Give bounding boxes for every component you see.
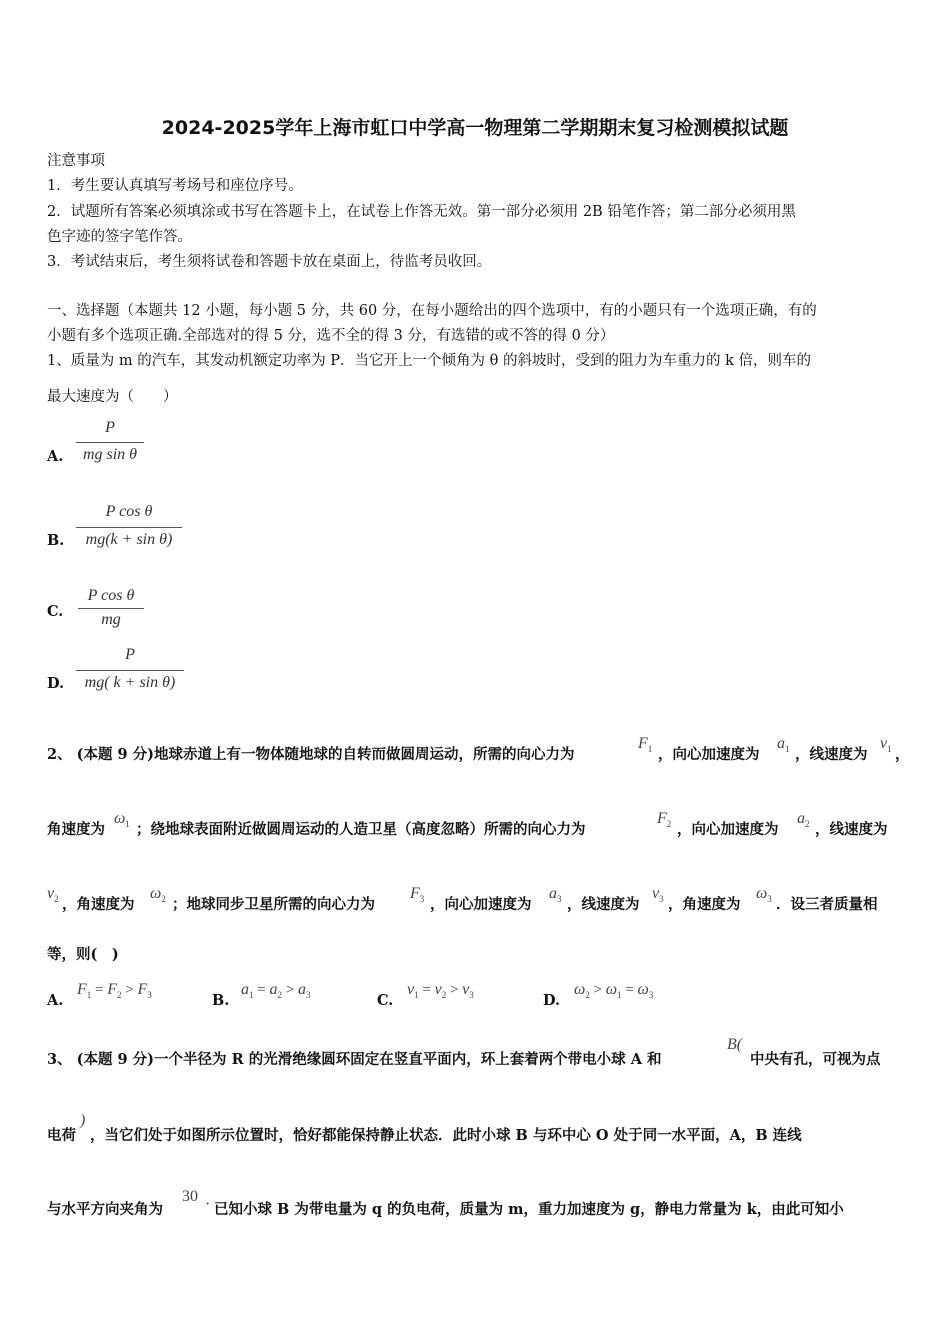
symbol-omega3: $\omega_3$ — [756, 885, 772, 905]
question-2-text: ，线速度为 — [567, 896, 640, 913]
question-2-text: ，向心加速度为 — [658, 746, 760, 763]
option-c-formula — [78, 587, 144, 633]
question-1-stem-cont: 最大速度为（ ） — [47, 389, 178, 405]
question-2-text: ．设三者质量相 — [776, 896, 878, 913]
notice-item-2-cont: 色字迹的签字笔作答。 — [47, 229, 192, 245]
symbol-f2: $F_2$ — [657, 810, 672, 830]
fraction-bar — [76, 442, 144, 443]
question-2-text: ，角速度为 — [62, 896, 135, 913]
question-2-ask: 等，则( ) — [47, 946, 119, 963]
symbol-v3: $v_3$ — [652, 885, 664, 905]
q2-option-d-formula: $\omega_2 > \omega_1 = \omega_3$ — [574, 981, 654, 1000]
option-c-denominator: mg — [101, 611, 121, 628]
option-b-denominator: mg(k + sin θ) — [85, 531, 173, 548]
question-3-stem: 3、 (本题 9 分)一个半径为 R 的光滑绝缘圆环固定在竖直平面内，环上套着两个带电小球 A 和 — [47, 1051, 662, 1068]
question-3-text: 已知小球 B 为带电量为 q 的负电荷，质量为 m，重力加速度为 g，静电力常量为 k，由此可知小 — [214, 1201, 844, 1218]
question-3-text: ，当它们处于如图所示位置时，恰好都能保持静止状态．此时小球 B 与环中心 O 处于同一水平面，A，B 连线 — [90, 1127, 802, 1144]
symbol-a2: $a_2$ — [797, 810, 810, 830]
symbol-b: B( — [727, 1036, 743, 1053]
q2-option-c-formula: $v_1 = v_2 > v_3$ — [407, 981, 474, 1000]
q2-option-a-label: A. — [47, 992, 64, 1009]
q2-option-d-label: D. — [543, 992, 561, 1009]
symbol-a3: $a_3$ — [549, 885, 562, 905]
option-b-formula — [76, 503, 182, 555]
notice-item-1: 1．考生要认真填写考场号和座位序号。 — [47, 178, 303, 194]
option-c-label: C. — [47, 603, 64, 620]
fraction-bar — [78, 608, 144, 609]
option-a-numerator: P — [105, 419, 115, 436]
question-2-text: 角速度为 — [47, 821, 105, 838]
symbol-a1: $a_1$ — [777, 735, 790, 755]
symbol-angle-30: 30 — [182, 1188, 198, 1205]
q2-option-b-formula: $a_1 = a_2 > a_3$ — [241, 981, 311, 1000]
q2-option-a-formula: $F_1 = F_2 > F_3$ — [77, 981, 152, 1000]
option-a-label: A. — [47, 448, 64, 465]
question-2-text: ，线速度为 — [795, 746, 868, 763]
question-3-text: 中央有孔，可视为点 — [750, 1051, 881, 1068]
question-2-text: ；地球同步卫星所需的向心力为 — [172, 896, 375, 913]
question-2-text: ，角速度为 — [668, 896, 741, 913]
page-title: 2024-2025学年上海市虹口中学高一物理第二学期期末复习检测模拟试题 — [161, 117, 789, 139]
section-instructions: 一、选择题（本题共 12 小题，每小题 5 分，共 60 分，在每小题给出的四个选项中，有的小题只有一个选项正确，有的 — [47, 303, 817, 319]
notice-heading: 注意事项 — [47, 153, 105, 169]
option-a-formula — [76, 419, 144, 471]
option-d-formula — [76, 646, 184, 698]
symbol-dot: · — [205, 1196, 211, 1213]
option-a-denominator: mg sin θ — [82, 446, 138, 463]
symbol-f1: $F_1$ — [638, 735, 653, 755]
question-3-text: 电荷 — [47, 1127, 76, 1144]
option-b-numerator: P cos θ — [105, 503, 153, 520]
option-d-label: D. — [47, 675, 65, 692]
section-instructions-cont: 小题有多个选项正确.全部选对的得 5 分，选不全的得 3 分，有选错的或不答的得 0 分） — [47, 328, 615, 344]
fraction-bar — [76, 527, 182, 528]
question-2-text: ，线速度为 — [815, 821, 888, 838]
question-3-text: 与水平方向夹角为 — [47, 1201, 163, 1218]
symbol-f3: $F_3$ — [410, 885, 425, 905]
notice-item-3: 3．考试结束后，考生须将试卷和答题卡放在桌面上，待监考员收回。 — [47, 254, 492, 270]
question-2-text: ，向心加速度为 — [430, 896, 532, 913]
question-2-stem: 2、 (本题 9 分)地球赤道上有一物体随地球的自转而做圆周运动，所需的向心力为 — [47, 746, 575, 763]
symbol-v1: $v_1$ — [880, 735, 892, 755]
question-2-text: ， — [895, 746, 910, 763]
option-d-numerator: P — [125, 646, 135, 663]
q2-option-c-label: C. — [377, 992, 394, 1009]
q2-option-b-label: B. — [212, 992, 230, 1009]
option-c-numerator: P cos θ — [87, 587, 135, 604]
option-b-label: B. — [47, 532, 65, 549]
option-d-denominator: mg( k + sin θ) — [84, 674, 176, 691]
notice-item-2: 2．试题所有答案必须填涂或书写在答题卡上，在试卷上作答无效。第一部分必须用 2B 铅笔作答；第二部分必须用黑 — [47, 204, 796, 220]
fraction-bar — [76, 670, 184, 671]
question-2-text: ，向心加速度为 — [677, 821, 779, 838]
symbol-omega2: $\omega_2$ — [150, 885, 166, 905]
symbol-omega1: $\omega_1$ — [114, 810, 130, 830]
symbol-close-paren: ) — [80, 1112, 86, 1129]
question-2-text: ；绕地球表面附近做圆周运动的人造卫星（高度忽略）所需的向心力为 — [136, 821, 586, 838]
question-1-stem: 1、质量为 m 的汽车，其发动机额定功率为 P．当它开上一个倾角为 θ 的斜坡时，受到的阻力为车重力的 k 倍，则车的 — [47, 353, 812, 369]
symbol-v2: $v_2$ — [47, 885, 59, 905]
